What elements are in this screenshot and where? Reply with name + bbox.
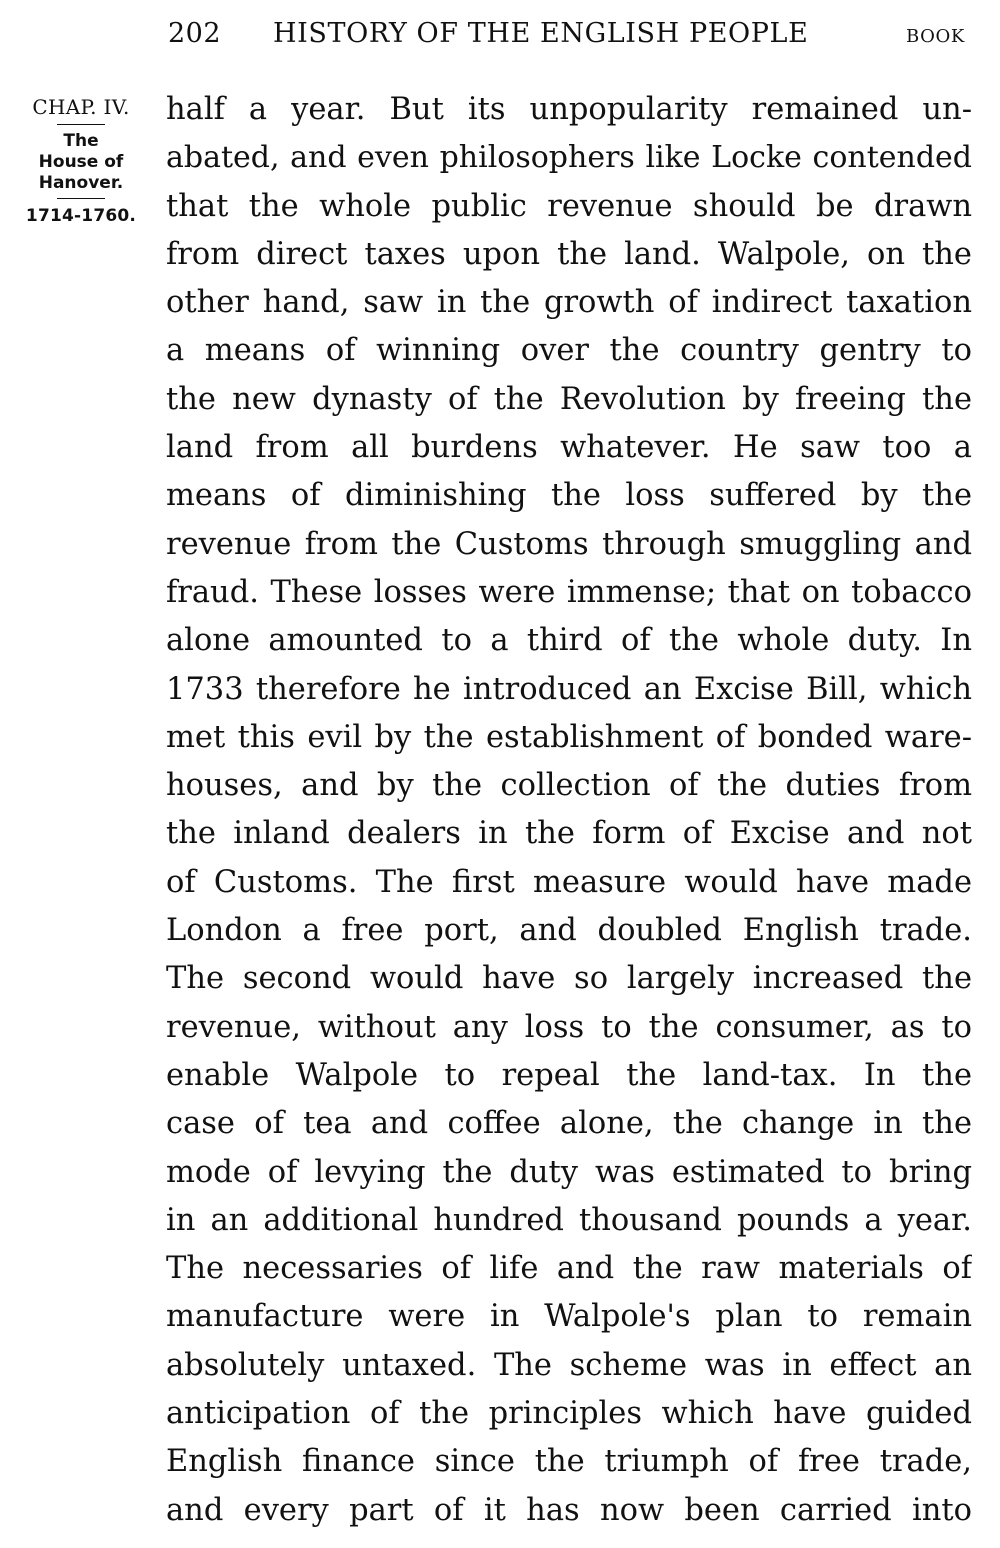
text-line: that the whole public revenue should be drawn (166, 188, 972, 224)
text-line: absolutely untaxed. The scheme was in effect an (166, 1347, 972, 1383)
body-text (166, 86, 972, 1535)
margin-rule (57, 198, 105, 199)
text-line: half a year. But its unpopularity remained un- (166, 92, 972, 127)
book-label: BOOK (906, 26, 965, 47)
text-line: fraud. These losses were immense; that on tobacco (166, 574, 972, 610)
date-range: 1714-1760. (25, 206, 137, 226)
text-line: English finance since the triumph of free trade, (166, 1444, 972, 1480)
text-line: a means of winning over the country gentry to (166, 333, 972, 369)
text-line: The necessaries of life and the raw materials of (166, 1251, 972, 1287)
text-line: revenue, without any loss to the consumer, as to (166, 1009, 972, 1045)
text-line: other hand, saw in the growth of indirect taxation (166, 285, 972, 321)
text-line: met this evil by the establishment of bonded ware- (166, 719, 972, 755)
text-line: 1733 therefore he introduced an Excise Bill, which (166, 671, 972, 707)
text-line: revenue from the Customs through smuggling and (166, 526, 972, 562)
section-title-line: The (63, 131, 99, 151)
margin-notes (6, 94, 156, 227)
text-line: alone amounted to a third of the whole duty. In (166, 623, 972, 659)
section-title-line: Hanover. (38, 173, 124, 193)
chapter-label: CHAP. IV. (32, 95, 130, 119)
running-head (0, 14, 1000, 58)
text-line: from direct taxes upon the land. Walpole, on the (166, 236, 972, 272)
text-line: enable Walpole to repeal the land-tax. In the (166, 1057, 972, 1093)
text-line: The second would have so largely increased the (166, 961, 972, 997)
text-line: the new dynasty of the Revolution by freeing the (166, 381, 972, 417)
text-line: London a free port, and doubled English trade. (166, 913, 972, 949)
text-line: manufacture were in Walpole's plan to remain (166, 1299, 972, 1335)
page-number: 202 (168, 18, 222, 49)
text-line: land from all burdens whatever. He saw too a (166, 430, 972, 466)
text-line: anticipation of the principles which have guided (166, 1396, 972, 1432)
text-line: abated, and even philosophers like Locke contended (166, 140, 972, 176)
text-line: and every part of it has now been carried into (166, 1492, 972, 1528)
text-line: mode of levying the duty was estimated to bring (166, 1154, 972, 1190)
margin-rule (57, 124, 105, 125)
text-line: of Customs. The first measure would have made (166, 864, 972, 900)
text-line: in an additional hundred thousand pounds a year. (166, 1202, 972, 1238)
text-line: houses, and by the collection of the duties from (166, 768, 972, 804)
running-title: HISTORY OF THE ENGLISH PEOPLE (273, 18, 809, 49)
section-title-line: House of (38, 152, 124, 172)
text-line: means of diminishing the loss suffered by the (166, 478, 972, 514)
text-line: the inland dealers in the form of Excise and not (166, 816, 972, 852)
text-line: case of tea and coffee alone, the change in the (166, 1106, 972, 1142)
